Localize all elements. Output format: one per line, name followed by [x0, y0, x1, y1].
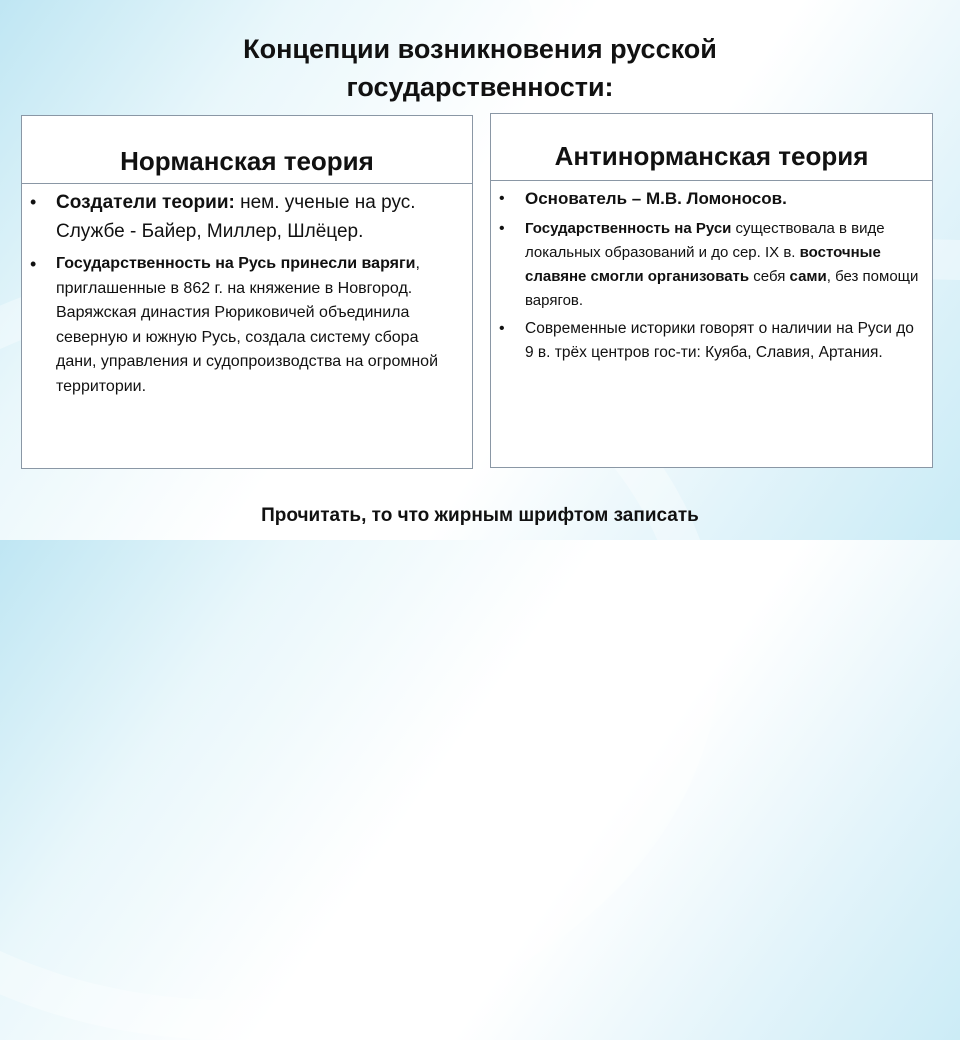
anti-norman-theory-panel [490, 113, 933, 468]
list-item [22, 188, 462, 246]
norman-theory-panel [21, 115, 473, 469]
anti-norman-theory-body [491, 188, 932, 365]
anti-norman-theory-heading-text: Антинорманская теория [554, 141, 869, 171]
list-item [491, 217, 924, 313]
item-text: нем. ученые на рус. Службе - Байер, Миллер, Шлёцер. [56, 192, 416, 242]
bullet-icon: • [30, 254, 37, 274]
bullet-icon: • [30, 192, 37, 212]
item-bold: Создатели теории: [56, 192, 235, 213]
item-bold: сами [789, 268, 827, 285]
norman-theory-heading [22, 116, 472, 184]
anti-norman-theory-heading [491, 114, 932, 181]
bullet-icon: • [499, 320, 505, 337]
item-bold: Основатель – М.В. Ломоносов. [525, 189, 787, 208]
bullet-icon: • [499, 190, 505, 207]
list-item [491, 317, 924, 365]
item-text: Современные историки говорят о наличии на Руси до 9 в. трёх центров гос-ти: Куяба, Славия, Артания. [525, 320, 914, 361]
norman-theory-body [22, 188, 472, 399]
item-bold: Государственность на Русь принесли варяги [56, 255, 416, 272]
norman-theory-heading-text: Норманская теория [120, 146, 374, 176]
footer-instruction: Прочитать, то что жирным шрифтом записать [261, 505, 699, 526]
item-text: , приглашенные в 862 г. на княжение в Новгород. Варяжская династия Рюриковичей объединила северную и южную Русь, создала систему сбора дани, управления и судопроизводства на огромной территории. [56, 255, 439, 395]
list-item [491, 188, 924, 210]
slide-title-line-2: государственности: [346, 72, 614, 102]
item-text: , без помощи варягов. [525, 268, 919, 309]
item-bold: Государственность на Руси [525, 220, 732, 237]
slide-title-line-1: Концепции возникновения русской [243, 34, 717, 64]
slide-title [0, 30, 960, 106]
list-item [22, 252, 462, 399]
item-text: существовала в виде локальных образований и до сер. IX в. [525, 220, 885, 261]
item-bold: восточные славяне смогли организовать [525, 244, 881, 285]
item-text: себя [749, 268, 790, 285]
bullet-icon: • [499, 220, 505, 237]
